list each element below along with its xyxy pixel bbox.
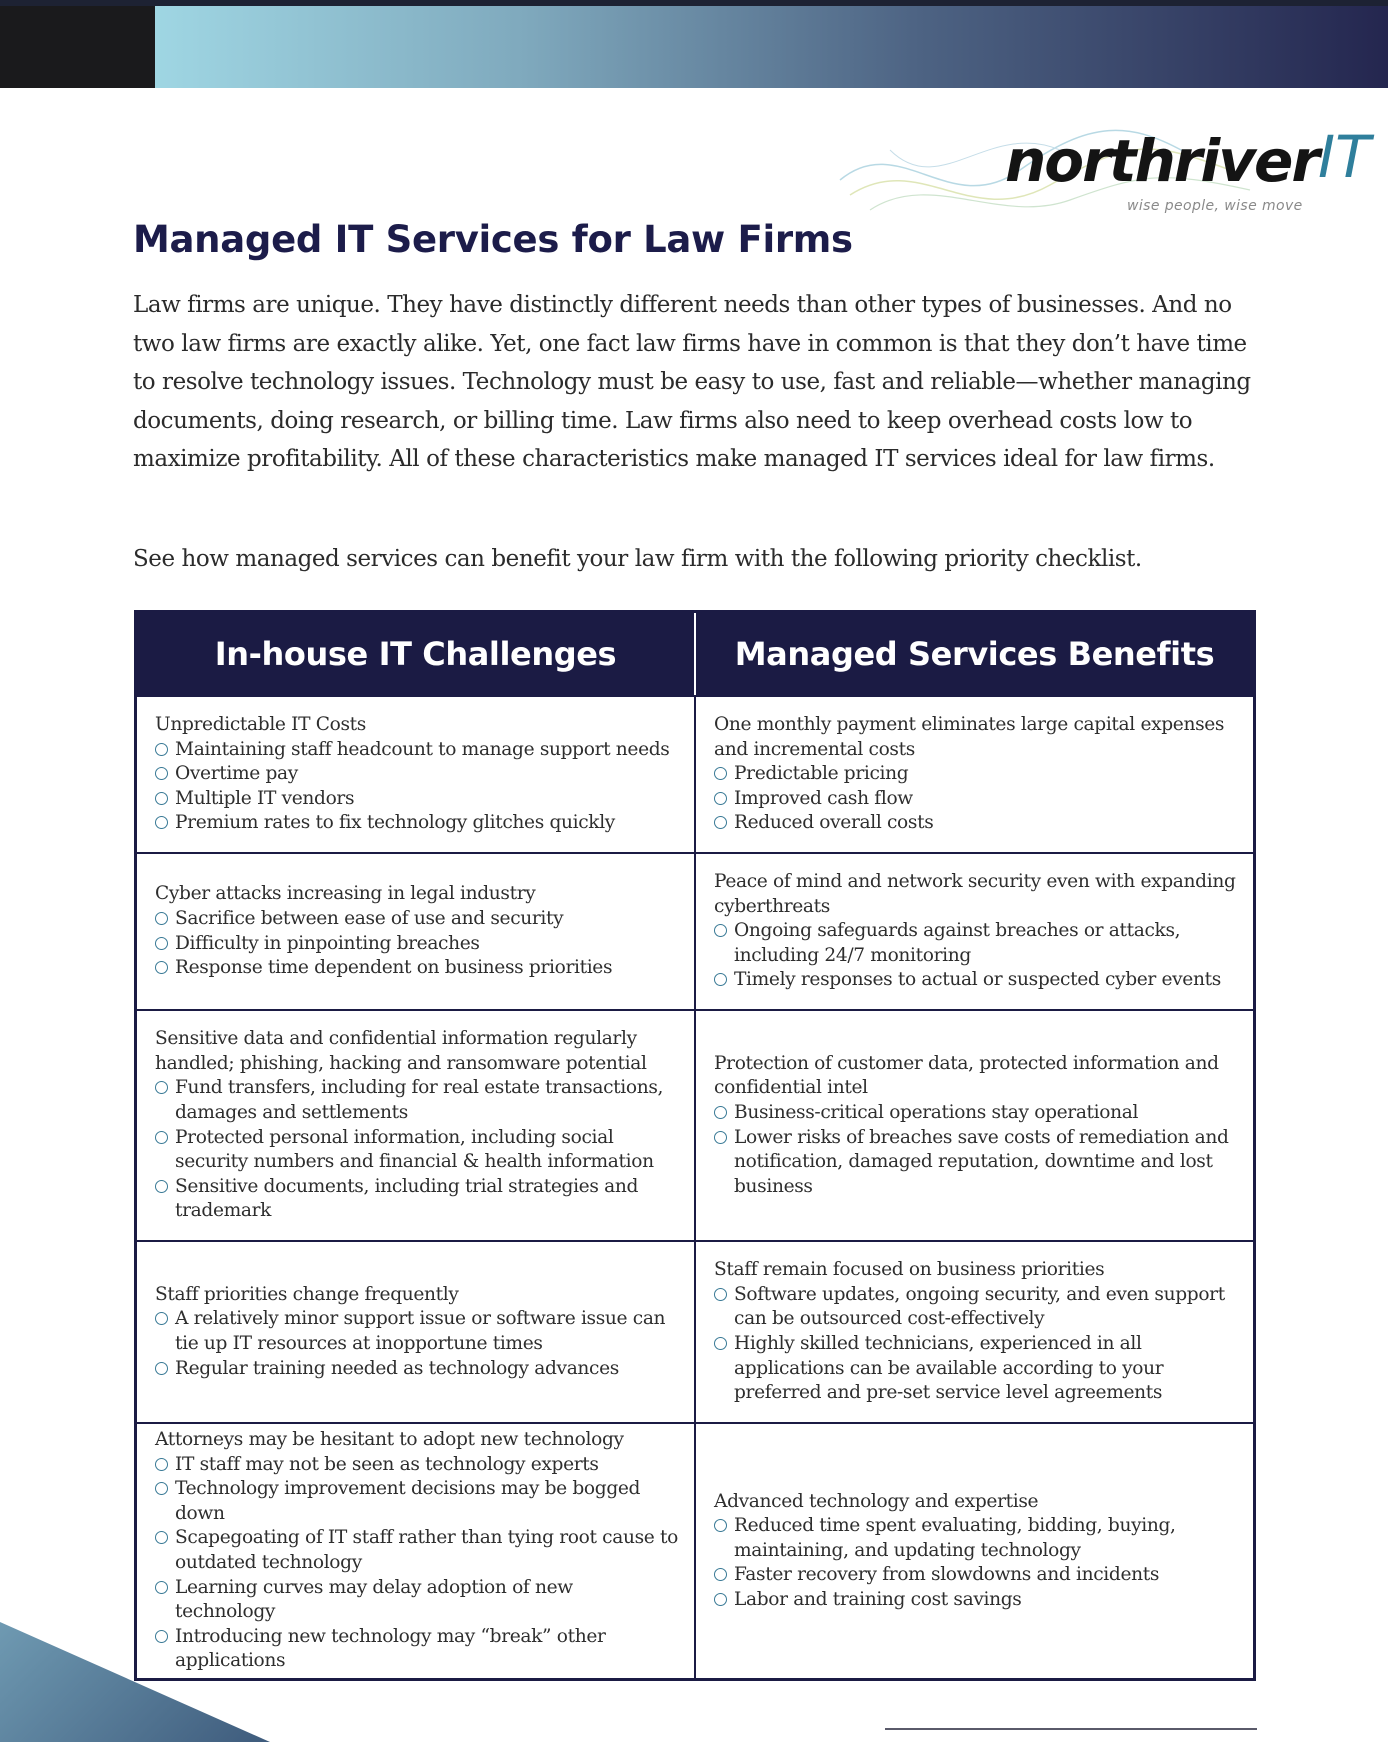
challenge-heading: Staff priorities change frequently — [155, 1283, 459, 1305]
checklist-item: Highly skilled technicians, experienced in all applications can be available according to your preferred and pre-set service level agreements — [714, 1332, 1237, 1406]
checklist-item: Response time dependent on business priorities — [155, 956, 678, 981]
checklist-item: Improved cash flow — [714, 787, 1237, 812]
challenge-checklist — [155, 1307, 678, 1381]
challenge-cell — [137, 854, 694, 1009]
challenge-heading: Sensitive data and confidential information regularly handled; phishing, hacking and ransomware potential — [155, 1028, 647, 1074]
table-header — [137, 613, 1253, 695]
checklist-item: IT staff may not be seen as technology experts — [155, 1453, 678, 1478]
checklist-item: Protected personal information, including social security numbers and financial & health information — [155, 1126, 678, 1175]
checklist-item: Introducing new technology may “break” other applications — [155, 1625, 678, 1674]
benefit-cell — [694, 1424, 1253, 1678]
intro-paragraph: Law firms are unique. They have distinctly different needs than other types of businesses. And no two law firms are exactly alike. Yet, one fact law firms have in common is that they don’t have time to resolve technology issues. Technology must be easy to use, fast and reliable—whether managing documents, doing research, or billing time. Law firms also need to keep overhead costs low to maximize profitability. All of these characteristics make managed IT services ideal for law firms. — [133, 292, 1251, 473]
challenge-heading: Cyber attacks increasing in legal industry — [155, 883, 536, 905]
challenge-checklist — [155, 738, 678, 836]
benefit-heading: Staff remain focused on business priorities — [714, 1259, 1105, 1281]
logo-tagline: wise people, wise move — [1127, 198, 1303, 214]
checklist-item: Sacrifice between ease of use and security — [155, 907, 678, 932]
header-dark-block — [0, 6, 155, 88]
benefit-checklist — [714, 1101, 1237, 1199]
benefit-cell — [694, 854, 1253, 1009]
table-body — [137, 695, 1253, 1678]
header-benefits: Managed Services Benefits — [694, 613, 1253, 695]
benefit-cell — [694, 1242, 1253, 1422]
checklist-item: Software updates, ongoing security, and even support can be outsourced cost-effectively — [714, 1283, 1237, 1332]
checklist-item: Predictable pricing — [714, 762, 1237, 787]
checklist-item: Timely responses to actual or suspected cyber events — [714, 968, 1237, 993]
table-row — [137, 1422, 1253, 1678]
page-title: Managed IT Services for Law Firms — [133, 218, 853, 261]
brand-logo — [830, 110, 1370, 230]
checklist-item: Scapegoating of IT staff rather than tying root cause to outdated technology — [155, 1526, 678, 1575]
checklist-item: Fund transfers, including for real estate transactions, damages and settlements — [155, 1076, 678, 1125]
benefit-heading: One monthly payment eliminates large capital expenses and incremental costs — [714, 714, 1225, 760]
challenge-cell — [137, 697, 694, 852]
checklist-item: Difficulty in pinpointing breaches — [155, 932, 678, 957]
checklist-item: Ongoing safeguards against breaches or attacks, including 24/7 monitoring — [714, 919, 1237, 968]
benefit-checklist — [714, 1514, 1237, 1612]
challenge-cell — [137, 1242, 694, 1422]
lead-paragraph: See how managed services can benefit your law firm with the following priority checklist. — [133, 546, 1142, 572]
logo-suffix: IT — [1318, 123, 1371, 191]
checklist-item: Lower risks of breaches save costs of remediation and notification, damaged reputation, downtime and lost business — [714, 1126, 1237, 1200]
challenge-checklist — [155, 1453, 678, 1674]
benefit-heading: Advanced technology and expertise — [714, 1490, 1039, 1512]
header-gradient-band — [155, 6, 1388, 88]
benefit-cell — [694, 1011, 1253, 1240]
checklist-item: A relatively minor support issue or software issue can tie up IT resources at inopportune times — [155, 1307, 678, 1356]
checklist-item: Reduced time spent evaluating, bidding, buying, maintaining, and updating technology — [714, 1514, 1237, 1563]
checklist-item: Sensitive documents, including trial strategies and trademark — [155, 1175, 678, 1224]
checklist-item: Reduced overall costs — [714, 811, 1237, 836]
challenge-checklist — [155, 907, 678, 981]
table-row — [137, 852, 1253, 1009]
table-row — [137, 695, 1253, 852]
checklist-item: Regular training needed as technology advances — [155, 1357, 678, 1382]
checklist-item: Business-critical operations stay operational — [714, 1101, 1237, 1126]
priority-checklist-table — [134, 610, 1256, 1681]
benefit-checklist — [714, 919, 1237, 993]
checklist-item: Multiple IT vendors — [155, 787, 678, 812]
checklist-item: Labor and training cost savings — [714, 1588, 1237, 1613]
checklist-item: Premium rates to fix technology glitches quickly — [155, 811, 678, 836]
checklist-item: Overtime pay — [155, 762, 678, 787]
challenge-heading: Attorneys may be hesitant to adopt new technology — [155, 1429, 624, 1451]
challenge-heading: Unpredictable IT Costs — [155, 714, 366, 736]
checklist-item: Faster recovery from slowdowns and incidents — [714, 1563, 1237, 1588]
benefit-heading: Peace of mind and network security even with expanding cyberthreats — [714, 871, 1236, 917]
table-row — [137, 1240, 1253, 1422]
checklist-item: Learning curves may delay adoption of new technology — [155, 1576, 678, 1625]
benefit-checklist — [714, 762, 1237, 836]
challenge-cell — [137, 1424, 694, 1678]
checklist-item: Maintaining staff headcount to manage support needs — [155, 738, 678, 763]
benefit-cell — [694, 697, 1253, 852]
benefit-heading: Protection of customer data, protected information and confidential intel — [714, 1052, 1219, 1099]
checklist-item: Technology improvement decisions may be bogged down — [155, 1477, 678, 1526]
challenge-cell — [137, 1011, 694, 1240]
challenge-checklist — [155, 1076, 678, 1224]
header-challenges: In-house IT Challenges — [214, 635, 617, 673]
benefit-checklist — [714, 1283, 1237, 1406]
logo-wordmark: northriver — [1005, 127, 1318, 195]
footer-rule — [885, 1728, 1257, 1730]
table-row — [137, 1009, 1253, 1240]
